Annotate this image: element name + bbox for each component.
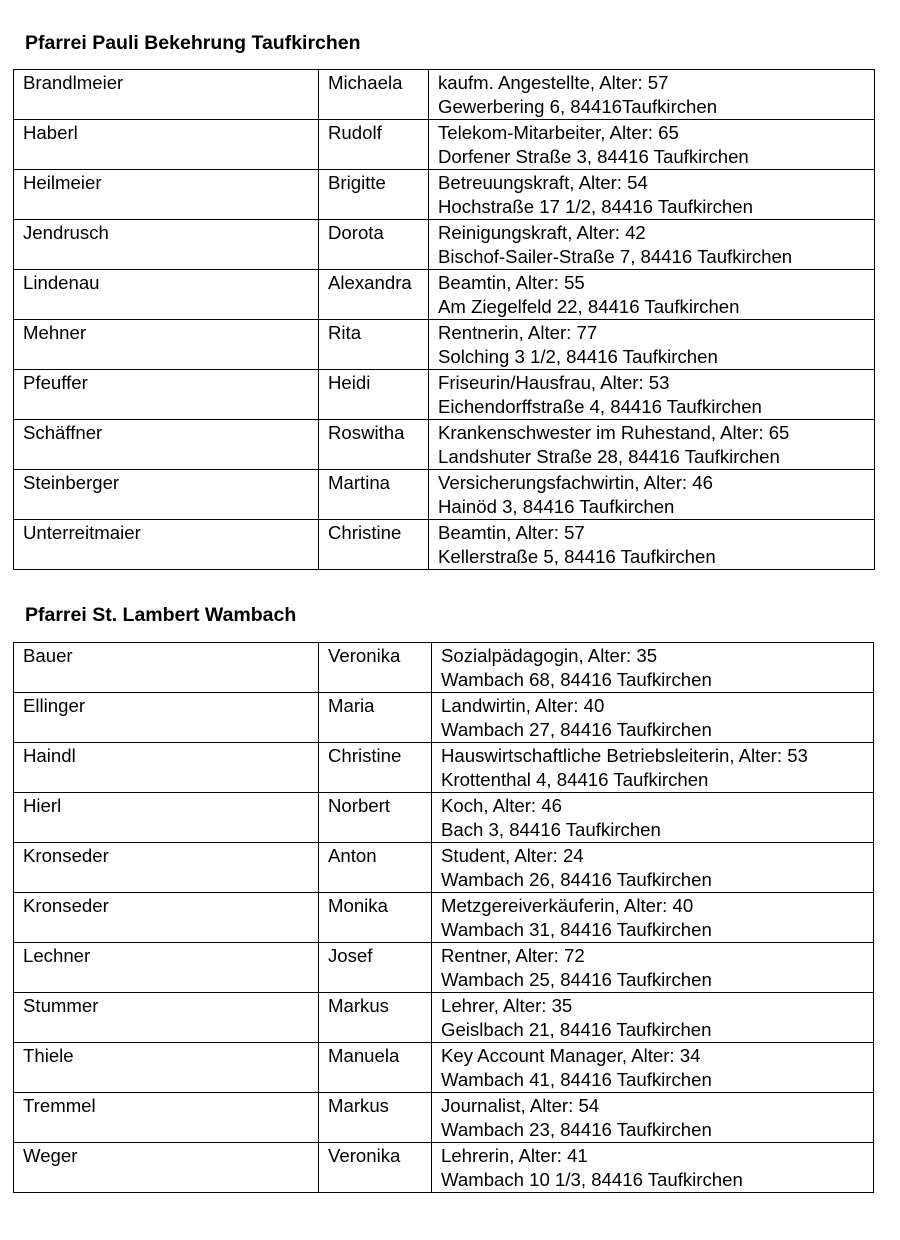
table-row (14, 320, 875, 370)
details-cell (432, 1043, 874, 1093)
occupation-age: Key Account Manager, Alter: 34 (441, 1045, 701, 1066)
address: Solching 3 1/2, 84416 Taufkirchen (438, 346, 718, 367)
firstname-cell: Rita (319, 320, 429, 370)
occupation-age: Reinigungskraft, Alter: 42 (438, 222, 646, 243)
address: Eichendorffstraße 4, 84416 Taufkirchen (438, 396, 762, 417)
occupation-age: Koch, Alter: 46 (441, 795, 562, 816)
occupation-age: Journalist, Alter: 54 (441, 1095, 600, 1116)
address: Am Ziegelfeld 22, 84416 Taufkirchen (438, 296, 740, 317)
details-cell (432, 793, 874, 843)
surname-cell: Stummer (14, 993, 319, 1043)
table-row (14, 1093, 874, 1143)
firstname-cell: Monika (319, 893, 432, 943)
occupation-age: Beamtin, Alter: 57 (438, 522, 585, 543)
firstname-cell: Norbert (319, 793, 432, 843)
address: Wambach 31, 84416 Taufkirchen (441, 919, 712, 940)
table-row (14, 170, 875, 220)
details-cell (432, 743, 874, 793)
firstname-cell: Alexandra (319, 270, 429, 320)
address: Wambach 25, 84416 Taufkirchen (441, 969, 712, 990)
surname-cell: Tremmel (14, 1093, 319, 1143)
table-row (14, 693, 874, 743)
details-cell (432, 893, 874, 943)
address: Geislbach 21, 84416 Taufkirchen (441, 1019, 712, 1040)
occupation-age: Lehrer, Alter: 35 (441, 995, 573, 1016)
occupation-age: Metzgereiverkäuferin, Alter: 40 (441, 895, 694, 916)
surname-cell: Unterreitmaier (14, 520, 319, 570)
firstname-cell: Josef (319, 943, 432, 993)
firstname-cell: Brigitte (319, 170, 429, 220)
details-cell (429, 320, 875, 370)
details-cell (432, 993, 874, 1043)
firstname-cell: Manuela (319, 1043, 432, 1093)
occupation-age: Student, Alter: 24 (441, 845, 584, 866)
firstname-cell: Heidi (319, 370, 429, 420)
details-cell (429, 470, 875, 520)
address: Wambach 68, 84416 Taufkirchen (441, 669, 712, 690)
surname-cell: Lechner (14, 943, 319, 993)
occupation-age: Beamtin, Alter: 55 (438, 272, 585, 293)
details-cell (429, 170, 875, 220)
firstname-cell: Roswitha (319, 420, 429, 470)
surname-cell: Schäffner (14, 420, 319, 470)
firstname-cell: Michaela (319, 70, 429, 120)
address: Wambach 10 1/3, 84416 Taufkirchen (441, 1169, 743, 1190)
table-row (14, 1143, 874, 1193)
details-cell (429, 70, 875, 120)
surname-cell: Bauer (14, 643, 319, 693)
table-row (14, 470, 875, 520)
occupation-age: Krankenschwester im Ruhestand, Alter: 65 (438, 422, 790, 443)
surname-cell: Brandlmeier (14, 70, 319, 120)
address: Hainöd 3, 84416 Taufkirchen (438, 496, 675, 517)
table-row (14, 743, 874, 793)
table-row (14, 70, 875, 120)
surname-cell: Heilmeier (14, 170, 319, 220)
details-cell (429, 120, 875, 170)
firstname-cell: Christine (319, 743, 432, 793)
details-cell (432, 943, 874, 993)
details-cell (432, 643, 874, 693)
details-cell (432, 1143, 874, 1193)
table-row (14, 893, 874, 943)
occupation-age: Betreuungskraft, Alter: 54 (438, 172, 648, 193)
table-row (14, 370, 875, 420)
surname-cell: Thiele (14, 1043, 319, 1093)
address: Krottenthal 4, 84416 Taufkirchen (441, 769, 709, 790)
address: Wambach 27, 84416 Taufkirchen (441, 719, 712, 740)
address: Wambach 23, 84416 Taufkirchen (441, 1119, 712, 1140)
surname-cell: Haberl (14, 120, 319, 170)
occupation-age: Telekom-Mitarbeiter, Alter: 65 (438, 122, 679, 143)
surname-cell: Haindl (14, 743, 319, 793)
address: Gewerbering 6, 84416Taufkirchen (438, 96, 718, 117)
surname-cell: Hierl (14, 793, 319, 843)
details-cell (429, 370, 875, 420)
firstname-cell: Veronika (319, 1143, 432, 1193)
details-cell (429, 270, 875, 320)
table-row (14, 643, 874, 693)
firstname-cell: Markus (319, 993, 432, 1043)
details-cell (429, 520, 875, 570)
surname-cell: Jendrusch (14, 220, 319, 270)
occupation-age: Rentnerin, Alter: 77 (438, 322, 598, 343)
table-row (14, 270, 875, 320)
table-row (14, 943, 874, 993)
firstname-cell: Maria (319, 693, 432, 743)
firstname-cell: Christine (319, 520, 429, 570)
table-row (14, 220, 875, 270)
table-row (14, 520, 875, 570)
table-row (14, 993, 874, 1043)
occupation-age: Lehrerin, Alter: 41 (441, 1145, 588, 1166)
surname-cell: Ellinger (14, 693, 319, 743)
surname-cell: Mehner (14, 320, 319, 370)
firstname-cell: Rudolf (319, 120, 429, 170)
firstname-cell: Markus (319, 1093, 432, 1143)
address: Bischof-Sailer-Straße 7, 84416 Taufkirchen (438, 246, 793, 267)
firstname-cell: Martina (319, 470, 429, 520)
candidate-table-st-lambert (13, 642, 874, 1193)
table-row (14, 120, 875, 170)
table-row (14, 420, 875, 470)
details-cell (432, 843, 874, 893)
surname-cell: Pfeuffer (14, 370, 319, 420)
occupation-age: Friseurin/Hausfrau, Alter: 53 (438, 372, 670, 393)
address: Hochstraße 17 1/2, 84416 Taufkirchen (438, 196, 753, 217)
details-cell (429, 220, 875, 270)
occupation-age: Rentner, Alter: 72 (441, 945, 585, 966)
firstname-cell: Dorota (319, 220, 429, 270)
surname-cell: Kronseder (14, 843, 319, 893)
address: Dorfener Straße 3, 84416 Taufkirchen (438, 146, 749, 167)
address: Wambach 41, 84416 Taufkirchen (441, 1069, 712, 1090)
table-row (14, 793, 874, 843)
section-title-st-lambert: Pfarrei St. Lambert Wambach (25, 604, 297, 626)
surname-cell: Kronseder (14, 893, 319, 943)
section-title-pauli-bekehrung: Pfarrei Pauli Bekehrung Taufkirchen (25, 32, 361, 54)
surname-cell: Weger (14, 1143, 319, 1193)
details-cell (432, 1093, 874, 1143)
firstname-cell: Anton (319, 843, 432, 893)
address: Wambach 26, 84416 Taufkirchen (441, 869, 712, 890)
candidate-table-pauli-bekehrung (13, 69, 875, 570)
occupation-age: Landwirtin, Alter: 40 (441, 695, 605, 716)
occupation-age: kaufm. Angestellte, Alter: 57 (438, 72, 669, 93)
table-row (14, 843, 874, 893)
address: Bach 3, 84416 Taufkirchen (441, 819, 661, 840)
address: Kellerstraße 5, 84416 Taufkirchen (438, 546, 716, 567)
occupation-age: Versicherungsfachwirtin, Alter: 46 (438, 472, 713, 493)
firstname-cell: Veronika (319, 643, 432, 693)
address: Landshuter Straße 28, 84416 Taufkirchen (438, 446, 780, 467)
details-cell (429, 420, 875, 470)
occupation-age: Hauswirtschaftliche Betriebsleiterin, Alter: 53 (441, 745, 808, 766)
occupation-age: Sozialpädagogin, Alter: 35 (441, 645, 658, 666)
surname-cell: Steinberger (14, 470, 319, 520)
table-row (14, 1043, 874, 1093)
surname-cell: Lindenau (14, 270, 319, 320)
details-cell (432, 693, 874, 743)
